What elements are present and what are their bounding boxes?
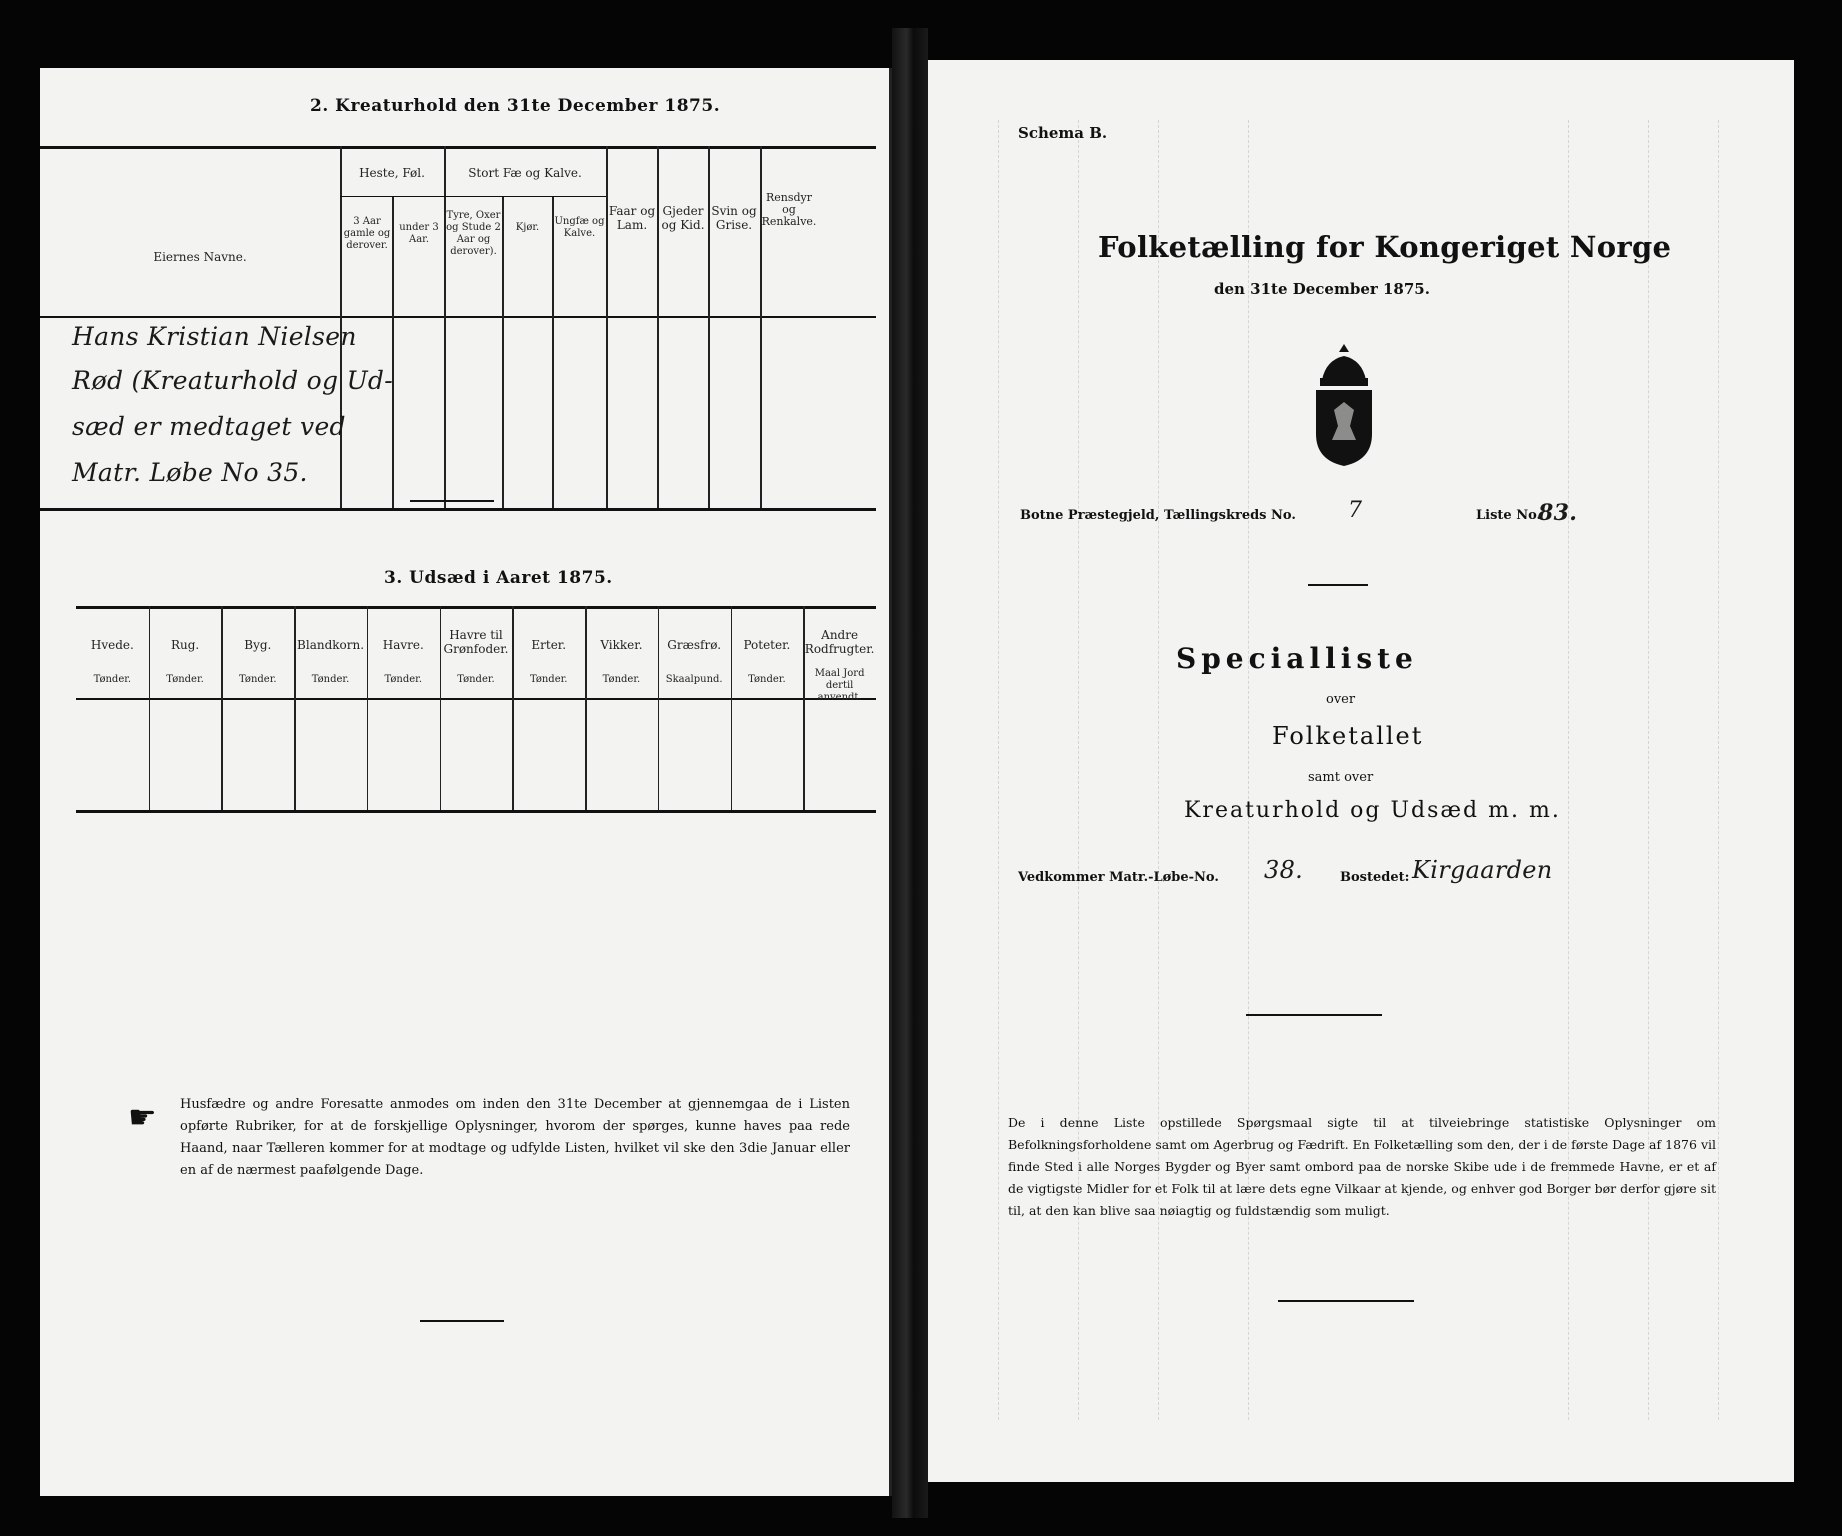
sowing-col-6-unit: Tønder. xyxy=(529,674,568,685)
sowing-col-0-unit: Tønder. xyxy=(93,674,132,685)
kreds-no: 7 xyxy=(1348,498,1363,523)
sowing-col-3-name: Blandkorn. xyxy=(297,638,365,652)
bostedet-label: Bostedet: xyxy=(1340,870,1410,885)
over-text: over xyxy=(1326,692,1356,707)
census-date: den 31te December 1875. xyxy=(1214,280,1430,298)
pointing-hand-icon: ☛ xyxy=(128,1098,157,1136)
col-stort-fae: Stort Fæ og Kalve. xyxy=(468,166,582,180)
divider-right xyxy=(1308,584,1368,586)
col-faar: Faar og Lam. xyxy=(608,204,656,232)
section3-heading: 3. Udsæd i Aaret 1875. xyxy=(384,568,613,588)
sowing-col-4-unit: Tønder. xyxy=(384,674,423,685)
livestock-table xyxy=(40,146,876,512)
sowing-col-5-unit: Tønder. xyxy=(457,674,495,685)
sowing-table xyxy=(76,606,876,814)
bostedet-value: Kirgaarden xyxy=(1412,856,1553,884)
sowing-col-1-unit: Tønder. xyxy=(166,674,204,685)
census-title: Folketælling for Kongeriget Norge xyxy=(1098,230,1672,264)
coat-of-arms-icon xyxy=(1308,340,1380,470)
col-tyre: Tyre, Oxer og Stude 2 Aar og derover). xyxy=(446,210,501,257)
sowing-col-1-name: Rug. xyxy=(170,638,200,652)
col-rensdyr: Rensdyr og Renkalve. xyxy=(761,191,817,228)
samt-over-text: samt over xyxy=(1308,770,1374,785)
matr-no: 38. xyxy=(1264,856,1304,884)
sowing-col-6-name: Erter. xyxy=(531,638,567,652)
divider-bottom xyxy=(420,1320,504,1322)
sowing-col-divider xyxy=(658,606,660,810)
sowing-col-7-name: Vikker. xyxy=(600,638,643,652)
sowing-col-8-name: Græsfrø. xyxy=(667,638,722,652)
kreaturhold-heading: Kreaturhold og Udsæd m. m. xyxy=(1184,798,1561,823)
col-heste: Heste, Føl. xyxy=(359,166,425,180)
col-owner-names: Eiernes Navne. xyxy=(153,250,247,264)
schema-label: Schema B. xyxy=(1018,124,1108,142)
left-page xyxy=(40,68,892,1496)
sowing-col-divider xyxy=(585,606,587,810)
handwritten-line-2: Rød (Kreaturhold og Ud- xyxy=(72,366,393,395)
sowing-col-2-name: Byg. xyxy=(244,638,272,652)
sowing-col-divider xyxy=(731,606,733,810)
book-spine xyxy=(892,28,928,1518)
col-heste-under3: under 3 Aar. xyxy=(399,222,439,245)
handwritten-line-1: Hans Kristian Nielsen xyxy=(72,322,357,351)
sowing-col-divider xyxy=(512,606,514,810)
col-gjeder: Gjeder og Kid. xyxy=(661,204,705,232)
notice-text: Husfædre og andre Foresatte anmodes om inden den 31te December at gjennemgaa de i Listen opførte Rubriker, for at de forskjellige Oplysninger, hvorom der spørges, kunne haves paa rede Haand, naar Tælleren kommer for at modtage og udfylde Listen, hvilket vil ske den 3die Januar eller en af de nærmest paafølgende Dage. xyxy=(180,1097,850,1178)
sowing-col-9-unit: Tønder. xyxy=(748,674,786,685)
sowing-col-7-unit: Tønder. xyxy=(602,674,641,685)
divider-footer xyxy=(1278,1300,1414,1302)
sowing-col-3-unit: Tønder. xyxy=(311,674,350,685)
col-ungfae: Ungfæ og Kalve. xyxy=(554,216,605,239)
sowing-col-divider xyxy=(367,606,369,810)
section2-heading: 2. Kreaturhold den 31te December 1875. xyxy=(310,96,721,116)
col-kjor: Kjør. xyxy=(515,222,540,233)
sowing-col-10-name: Andre Rodfrugter. xyxy=(804,628,875,656)
sowing-col-divider xyxy=(294,606,296,810)
sowing-col-0-name: Hvede. xyxy=(90,638,134,652)
col-heste-3aar: 3 Aar gamle og derover. xyxy=(343,216,391,251)
sowing-col-divider xyxy=(149,606,151,810)
liste-no: 83. xyxy=(1538,500,1578,526)
sowing-col-10-unit: Maal Jord dertil anvendt. xyxy=(814,668,865,703)
sowing-col-2-unit: Tønder. xyxy=(239,674,277,685)
liste-label: Liste No. xyxy=(1476,508,1542,523)
handwritten-line-3: sæd er medtaget ved xyxy=(72,412,346,441)
divider-mid xyxy=(1246,1014,1382,1016)
sowing-col-4-name: Havre. xyxy=(382,638,424,652)
divider xyxy=(410,500,494,502)
sowing-col-8-unit: Skaalpund. xyxy=(665,674,723,685)
sowing-col-9-name: Poteter. xyxy=(743,638,791,652)
sowing-col-5-name: Havre til Grønfoder. xyxy=(443,628,509,656)
matr-label: Vedkommer Matr.-Løbe-No. xyxy=(1018,870,1219,885)
prestegjeld-label: Botne Præstegjeld, Tællingskreds No. xyxy=(1020,508,1296,523)
handwritten-line-4: Matr. Løbe No 35. xyxy=(72,458,308,487)
col-svin: Svin og Grise. xyxy=(711,204,757,232)
right-page xyxy=(928,60,1794,1482)
folketallet-heading: Folketallet xyxy=(1272,722,1424,750)
footnote-text: De i denne Liste opstillede Spørgsmaal sigte til at tilveiebringe statistiske Oplysninger om Befolkningsforholdene samt om Agerbrug og Fædrift. En Folketælling som den, der i de første Dage af 1876 vil finde Sted i alle Norges Bygder og Byer samt ombord paa de norske Skibe ude i de fremmede Havne, er et af de vigtigste Midler for et Folk til at lære dets egne Vilkaar at kjende, og enhver god Borger bør derfor gjøre sit til, at den kan blive saa nøiagtig og fuldstændig som muligt. xyxy=(1008,1115,1716,1218)
sowing-col-divider xyxy=(221,606,223,810)
specialliste-heading: Specialliste xyxy=(1176,642,1418,675)
